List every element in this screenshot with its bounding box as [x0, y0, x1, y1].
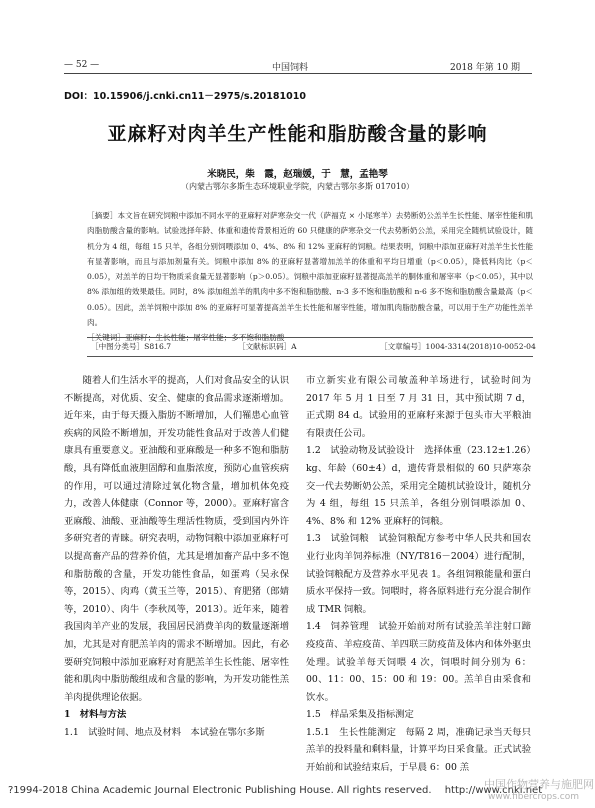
- document-code: ［文献标识码］A: [238, 342, 297, 351]
- class-number: ［中图分类号］S816.7: [91, 342, 172, 351]
- paragraph: 1.2 试验动物及试验设计 选择体重（23.12±1.26）kg、年龄（60±4）d，遗传背景相似的 60 只萨寒杂交一代去势断奶公羔，采用完全随机试验设计，随机分为 4 组，每组 15 只羔羊，各组分别饲喂添加 0、4%、8% 和 12% 亚麻籽的饲粮。: [306, 445, 531, 527]
- watermark-url: www.fibercrops.com: [488, 792, 579, 802]
- abstract: ［摘要］本文旨在研究饲粮中添加不同水平的亚麻籽对萨寒杂交一代（萨福克 × 小尾寒羊）去势断奶公羔羊生长性能、屠宰性能和肌肉脂肪酸含量的影响。试验选择年龄、体重和遗传背景相近的 60 只健康的萨寒杂交一代去势断奶公羔，采用完全随机试验设计，随机分为 4 组，每组 15 只羊，各组分别饲喂添加 0、4%、8% 和 12% 亚麻籽的饲粮。结果表明，饲粮中添加亚麻籽对羔羊生长性能有显著影响，而且与添加剂量有关。饲粮中添加 8% 的亚麻籽显著增加羔羊的体重和平均日增重（p＜0.05），降低料肉比（p＜0.05），对羔羊的日均干物质采食量无显著影响（p＞0.05）。饲粮中添加亚麻籽显著提高羔羊的胴体重和屠宰率（p＜0.05），其中以 8% 添加组的效果最佳。同时，8% 添加组羔羊的肌肉中多不饱和脂肪酸、n-3 多不饱和脂肪酸和 n-6 多不饱和脂肪酸含量最高（p＜0.05）。因此，羔羊饲粮中添加 8% 的亚麻籽可显著提高羔羊生长性能和屠宰性能，增加肌肉脂肪酸含量，可以用于生产功能性羔羊肉。: [87, 211, 533, 328]
- left-column: [64, 372, 289, 741]
- authors: 米晓民，柴 霞，赵瑞媛，于 慧，孟艳琴: [207, 169, 388, 180]
- keywords: ［关键词］亚麻籽；生长性能；屠宰性能；多不饱和脂肪酸: [87, 333, 285, 343]
- paragraph: 1.5.1 生长性能测定 每隔 2 周，准确记录当天每只羔羊的投料量和剩料量，计算平均日采食量。正式试验开始前和试验结束后，于早晨 6：00 羔: [306, 726, 531, 774]
- paragraph: 1.5 样品采集及指标测定: [306, 709, 414, 721]
- affiliation: （内蒙古鄂尔多斯生态环境职业学院，内蒙古鄂尔多斯 017010）: [180, 182, 415, 191]
- section-heading: 1 材料与方法: [64, 709, 127, 721]
- abstract-bottom-rule: [87, 356, 533, 357]
- paper-title: 亚麻籽对肉羊生产性能和脂肪酸含量的影响: [107, 123, 488, 145]
- doi: DOI：10.15906/j.cnki.cn11－2975/s.20181010: [64, 91, 306, 102]
- page-number: — 52 —: [64, 60, 100, 70]
- journal-name: 中国饲料: [272, 63, 309, 73]
- article-number: ［文章编号］1004-3314(2018)10-0052-04: [380, 342, 536, 351]
- abstract-block: [87, 208, 533, 346]
- paragraph: 1.4 饲养管理 试验开始前对所有试验羔羊注射口蹄疫疫苗、羊痘疫苗、羊四联三防疫苗及体内和体外驱虫处理。试验羊每天饲喂 4 次，饲喂时间分别为 6：00、11：00、15：00 和 19：00。羔羊自由采食和饮水。: [306, 621, 531, 703]
- subsection-paragraph: 1.1 试验时间、地点及材料 本试验在鄂尔多斯: [64, 726, 265, 738]
- watermark-text: 中国作物营养与施肥网: [484, 778, 594, 791]
- copyright-footer: ?1994-2018 China Academic Journal Electronic Publishing House. All rights reserved. http://www.cnki.net: [8, 785, 543, 796]
- header-rule: [64, 73, 532, 74]
- right-column: [306, 372, 531, 777]
- intro-paragraph: 随着人们生活水平的提高，人们对食品安全的认识不断提高，对优质、安全、健康的食品需求逐渐增加。近年来，由于每天摄入脂肪不断增加，人们罹患心血管疾病的风险不断增加，开发功能性食品对于改善人们健康具有重要意义。亚油酸和亚麻酸是一种多不饱和脂肪酸，具有降低血液胆固醇和血脂浓度，预防心血管疾病的作用，可以通过清除过氧化物含量，增加机体免疫力，改善人体健康（Connor 等，2000）。亚麻籽富含亚麻酸、油酸、亚油酸等生理活性物质，受到国内外许多研究者的青睐。研究表明，动物饲粮中添加亚麻籽可以提高畜产品的营养价值，尤其是增加畜产品中多不饱和脂肪酸的含量，开发功能性食品，如蛋鸡（吴永保等，2015）、肉鸡（黄玉兰等，2015）、育肥猪（郎婧等，2010）、肉牛（李秋凤等，2013）。近年来，随着我国肉羊产业的发展，我国居民消费羊肉的数量逐渐增加，尤其是对育肥羔羊肉的需求不断增加。因此，有必要研究饲粮中添加亚麻籽对育肥羔羊生长性能、屠宰性能和肌肉中脂肪酸组成和含量的影响，为开发功能性羔羊肉提供理论依据。: [64, 375, 289, 703]
- issue-info: 2018 年第 10 期: [450, 63, 520, 73]
- abstract-top-rule: [87, 337, 533, 338]
- paragraph: 市立新实业有限公司敏盖种羊场进行，试验时间为 2017 年 5 月 1 日至 7 月 31 日，其中预试期 7 d，正式期 84 d。试验用的亚麻籽来源于包头市大平粮油有限责任公司。: [306, 375, 531, 439]
- paragraph: 1.3 试验饲粮 试验饲粮配方参考中华人民共和国农业行业肉羊饲养标准（NY/T816－2004）进行配制，试验饲粮配方及营养水平见表 1。各组饲粮能量和蛋白质水平保持一致。饲喂时，将各原料进行充分混合制作成 TMR 饲粮。: [306, 533, 531, 615]
